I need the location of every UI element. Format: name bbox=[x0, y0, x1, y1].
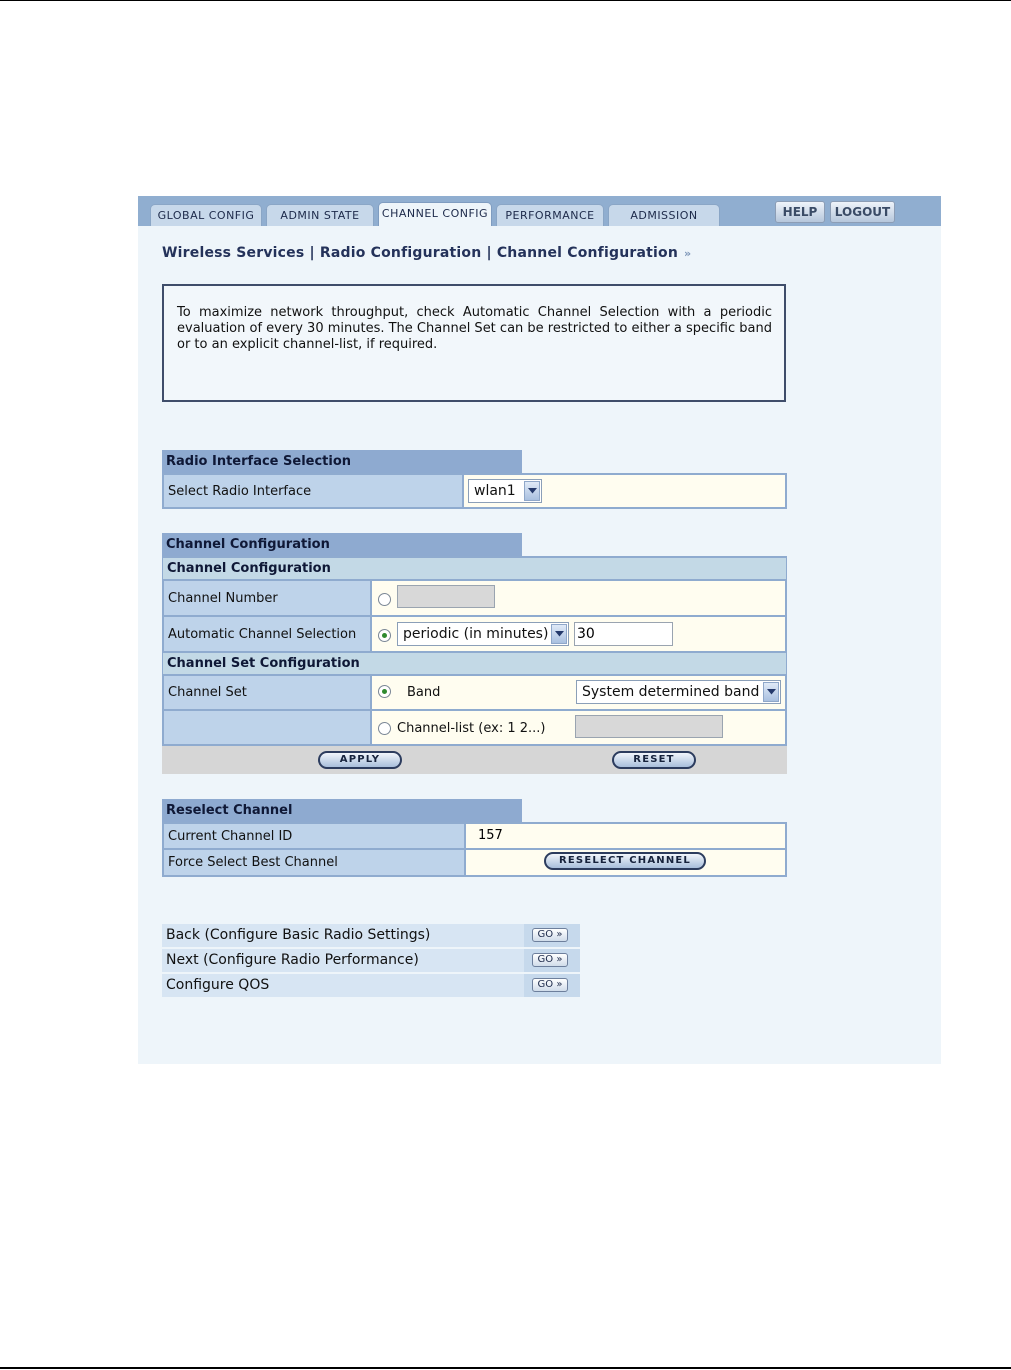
chevron-down-icon bbox=[763, 682, 779, 702]
channel-number-radio[interactable] bbox=[378, 593, 391, 606]
band-radio[interactable] bbox=[378, 685, 391, 698]
channel-number-value-cell bbox=[372, 581, 785, 615]
channel-set-subheader: Channel Set Configuration bbox=[163, 653, 786, 674]
channel-list-radio[interactable] bbox=[378, 722, 391, 735]
select-radio-interface-label: Select Radio Interface bbox=[164, 475, 462, 507]
reselect-section-title: Reselect Channel bbox=[162, 799, 522, 823]
channel-config-table bbox=[162, 556, 787, 774]
radio-interface-row bbox=[162, 475, 787, 507]
force-select-label: Force Select Best Channel bbox=[164, 850, 464, 875]
channel-list-row bbox=[162, 711, 787, 744]
band-value-cell bbox=[372, 676, 785, 709]
channel-list-value-cell bbox=[372, 711, 785, 744]
tab-admin-state[interactable]: ADMIN STATE bbox=[266, 204, 374, 226]
page-top-rule bbox=[0, 0, 1011, 1]
apply-button[interactable]: APPLY bbox=[318, 751, 402, 769]
channel-set-band-row bbox=[162, 676, 787, 709]
breadcrumb-text: Wireless Services | Radio Configuration | Channel Configuration bbox=[162, 245, 678, 261]
channel-config-section-title: Channel Configuration bbox=[162, 533, 522, 557]
channel-list-label: Channel-list (ex: 1 2...) bbox=[397, 721, 546, 736]
auto-channel-radio[interactable] bbox=[378, 629, 391, 642]
nav-back-go-button[interactable]: GO » bbox=[532, 928, 568, 942]
reselect-channel-button[interactable]: RESELECT CHANNEL bbox=[544, 852, 706, 870]
force-select-value-cell bbox=[466, 850, 785, 875]
channel-number-row bbox=[162, 581, 787, 615]
channel-list-input[interactable] bbox=[575, 715, 723, 738]
band-label: Band bbox=[407, 685, 441, 700]
tab-global-config[interactable]: GLOBAL CONFIG bbox=[150, 204, 262, 226]
radio-interface-select[interactable] bbox=[468, 479, 542, 503]
help-button[interactable]: HELP bbox=[775, 201, 825, 223]
chevron-down-icon bbox=[551, 624, 567, 644]
chevron-down-icon bbox=[524, 481, 540, 501]
nav-next-label: Next (Configure Radio Performance) bbox=[166, 952, 419, 968]
nav-back-label: Back (Configure Basic Radio Settings) bbox=[166, 927, 431, 943]
band-select-value: System determined band bbox=[582, 684, 760, 700]
tab-bar bbox=[138, 196, 941, 226]
channel-config-subheader: Channel Configuration bbox=[163, 558, 786, 579]
reset-button[interactable]: RESET bbox=[612, 751, 696, 769]
band-select[interactable] bbox=[576, 680, 781, 704]
nav-next-go-button[interactable]: GO » bbox=[532, 953, 568, 967]
auto-channel-label: Automatic Channel Selection bbox=[164, 617, 370, 651]
force-select-row bbox=[162, 850, 787, 875]
tab-performance[interactable]: PERFORMANCE bbox=[496, 204, 604, 226]
auto-channel-value-cell bbox=[372, 617, 785, 651]
nav-next-row bbox=[162, 949, 580, 972]
nav-qos-go-button[interactable]: GO » bbox=[532, 978, 568, 992]
page-bottom-rule bbox=[0, 1367, 1011, 1369]
radio-interface-table bbox=[162, 473, 787, 509]
info-box bbox=[162, 284, 786, 402]
channel-list-empty-label bbox=[164, 711, 370, 744]
nav-qos-label: Configure QOS bbox=[166, 977, 270, 993]
radio-interface-select-value: wlan1 bbox=[474, 483, 516, 499]
breadcrumb bbox=[162, 245, 691, 261]
auto-channel-row bbox=[162, 617, 787, 651]
nav-back-row bbox=[162, 924, 580, 947]
channel-number-input[interactable] bbox=[397, 585, 495, 608]
radio-interface-value-cell bbox=[464, 475, 785, 507]
auto-mode-select[interactable] bbox=[397, 622, 569, 646]
current-channel-value: 157 bbox=[466, 824, 785, 848]
reselect-table bbox=[162, 822, 787, 877]
channel-set-label: Channel Set bbox=[164, 676, 370, 709]
radio-interface-section-title: Radio Interface Selection bbox=[162, 450, 522, 474]
nav-qos-go-cell bbox=[524, 974, 580, 997]
current-channel-row bbox=[162, 824, 787, 848]
channel-number-label: Channel Number bbox=[164, 581, 370, 615]
tab-channel-config[interactable]: CHANNEL CONFIG bbox=[378, 202, 492, 226]
tab-admission[interactable]: ADMISSION bbox=[608, 204, 720, 226]
nav-back-go-cell bbox=[524, 924, 580, 947]
current-channel-label: Current Channel ID bbox=[164, 824, 464, 848]
logout-button[interactable]: LOGOUT bbox=[830, 201, 895, 223]
channel-config-button-row bbox=[162, 746, 787, 774]
info-text: To maximize network throughput, check Automatic Channel Selection with a periodic evaluation of every 30 minutes. The Channel Set can be restricted to either a specific band or to an explicit channel-list, if required. bbox=[177, 305, 772, 352]
nav-qos-row bbox=[162, 974, 580, 997]
auto-minutes-input[interactable]: 30 bbox=[574, 622, 673, 646]
app-window bbox=[138, 196, 941, 1064]
auto-mode-select-value: periodic (in minutes) bbox=[403, 626, 549, 642]
breadcrumb-arrows-icon: » bbox=[684, 247, 692, 260]
nav-next-go-cell bbox=[524, 949, 580, 972]
